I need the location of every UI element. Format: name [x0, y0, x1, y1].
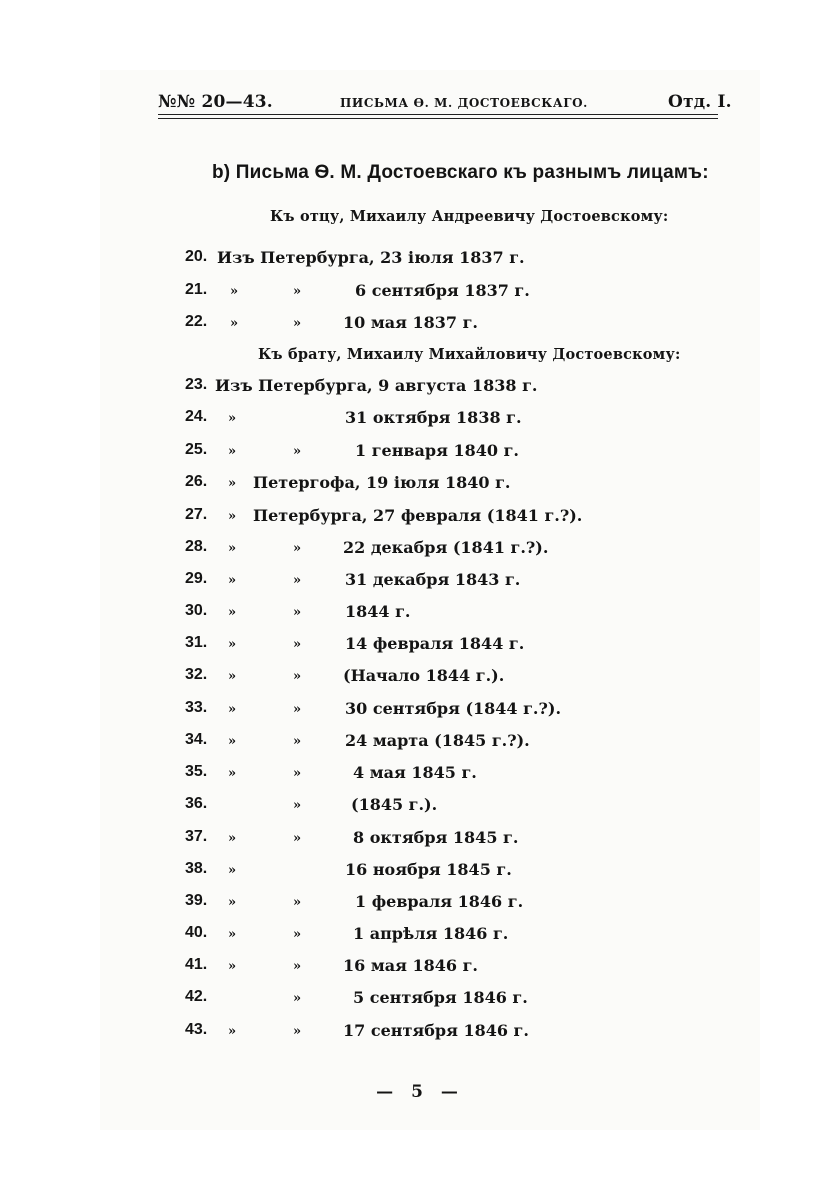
ditto-mark: »: [228, 669, 237, 684]
letter-number: 43.: [185, 1021, 208, 1038]
letter-entry: [0, 699, 840, 725]
letter-text: 16 мая 1846 г.: [343, 956, 478, 975]
ditto-mark: »: [228, 1024, 237, 1039]
page-number: — 5 —: [376, 1082, 464, 1102]
letter-entry: [0, 666, 840, 692]
ditto-mark: »: [228, 573, 237, 588]
letter-entry: [0, 376, 840, 402]
letter-entry: [0, 473, 840, 499]
letter-entry: [0, 860, 840, 886]
letter-text: 30 сентября (1844 г.?).: [345, 699, 562, 718]
letter-text: Изъ Петербурга, 9 августа 1838 г.: [215, 376, 538, 395]
ditto-mark: »: [228, 637, 237, 652]
letter-entry: [0, 892, 840, 918]
letter-entry: [0, 956, 840, 982]
ditto-mark: »: [293, 316, 302, 331]
header-rule-bottom: [158, 118, 718, 119]
header-range: №№ 20—43.: [158, 92, 273, 112]
letter-entry: [0, 924, 840, 950]
letter-text: Изъ Петербурга, 23 іюля 1837 г.: [217, 248, 525, 267]
letter-text: 31 декабря 1843 г.: [345, 570, 521, 589]
letter-text: 14 февраля 1844 г.: [345, 634, 525, 653]
letter-entry: [0, 281, 840, 307]
letter-number: 23.: [185, 376, 208, 393]
letter-text: 5 сентября 1846 г.: [353, 988, 528, 1007]
letter-entry: [0, 634, 840, 660]
letter-text: Петербурга, 27 февраля (1841 г.?).: [253, 506, 583, 525]
ditto-mark: »: [228, 766, 237, 781]
ditto-mark: »: [293, 444, 302, 459]
letter-number: 40.: [185, 924, 208, 941]
ditto-mark: »: [228, 831, 237, 846]
letter-text: 31 октября 1838 г.: [345, 408, 522, 427]
letter-number: 32.: [185, 666, 208, 683]
letter-text: (1845 г.).: [351, 795, 438, 814]
section-title: b) Письма Ѳ. М. Достоевскаго къ разнымъ лицамъ:: [212, 162, 709, 183]
letter-number: 31.: [185, 634, 208, 651]
letter-text: 1 генваря 1840 г.: [355, 441, 519, 460]
ditto-mark: »: [230, 284, 239, 299]
ditto-mark: »: [293, 798, 302, 813]
letter-number: 33.: [185, 699, 208, 716]
letter-text: 24 марта (1845 г.?).: [345, 731, 530, 750]
letter-entry: [0, 988, 840, 1014]
letter-text: 6 сентября 1837 г.: [355, 281, 530, 300]
subheading-brother: Къ брату, Михаилу Михайловичу Достоевскому:: [258, 346, 681, 363]
letter-text: 17 сентября 1846 г.: [343, 1021, 529, 1040]
ditto-mark: »: [293, 959, 302, 974]
letter-number: 34.: [185, 731, 208, 748]
letter-text: 1 февраля 1846 г.: [355, 892, 524, 911]
letter-entry: [0, 828, 840, 854]
ditto-mark: »: [293, 637, 302, 652]
letter-text: 4 мая 1845 г.: [353, 763, 477, 782]
ditto-mark: »: [228, 959, 237, 974]
letter-entry: [0, 602, 840, 628]
ditto-mark: »: [293, 669, 302, 684]
letter-text: Петергофа, 19 іюля 1840 г.: [253, 473, 511, 492]
header-rule-top: [158, 114, 718, 115]
letter-entry: [0, 248, 840, 274]
ditto-mark: »: [293, 605, 302, 620]
letter-entry: [0, 1021, 840, 1047]
letter-entry: [0, 408, 840, 434]
letter-number: 25.: [185, 441, 208, 458]
ditto-mark: »: [228, 411, 237, 426]
letter-number: 29.: [185, 570, 208, 587]
letter-number: 38.: [185, 860, 208, 877]
letter-text: 22 декабря (1841 г.?).: [343, 538, 549, 557]
letter-number: 37.: [185, 828, 208, 845]
letter-number: 39.: [185, 892, 208, 909]
letter-entry: [0, 731, 840, 757]
letter-number: 35.: [185, 763, 208, 780]
letter-entry: [0, 795, 840, 821]
letter-entry: [0, 441, 840, 467]
letter-text: 8 октября 1845 г.: [353, 828, 519, 847]
subheading-father: Къ отцу, Михаилу Андреевичу Достоевскому:: [270, 208, 669, 225]
letter-text: (Начало 1844 г.).: [343, 666, 505, 685]
ditto-mark: »: [293, 831, 302, 846]
letter-number: 30.: [185, 602, 208, 619]
ditto-mark: »: [293, 1024, 302, 1039]
letter-text: 16 ноября 1845 г.: [345, 860, 512, 879]
ditto-mark: »: [228, 863, 237, 878]
ditto-mark: »: [228, 444, 237, 459]
letter-entry: [0, 506, 840, 532]
ditto-mark: »: [228, 702, 237, 717]
ditto-mark: »: [228, 734, 237, 749]
ditto-mark: »: [230, 316, 239, 331]
ditto-mark: »: [293, 766, 302, 781]
letter-number: 41.: [185, 956, 208, 973]
ditto-mark: »: [228, 927, 237, 942]
ditto-mark: »: [293, 541, 302, 556]
letter-text: 1 апрѣля 1846 г.: [353, 924, 509, 943]
letter-number: 26.: [185, 473, 208, 490]
letter-number: 27.: [185, 506, 208, 523]
ditto-mark: »: [228, 541, 237, 556]
letter-entry: [0, 313, 840, 339]
ditto-mark: »: [293, 284, 302, 299]
letter-entry: [0, 538, 840, 564]
letter-text: 1844 г.: [345, 602, 411, 621]
letter-number: 28.: [185, 538, 208, 555]
ditto-mark: »: [293, 991, 302, 1006]
ditto-mark: »: [293, 702, 302, 717]
letter-number: 42.: [185, 988, 208, 1005]
letter-number: 21.: [185, 281, 208, 298]
ditto-mark: »: [293, 734, 302, 749]
letter-entry: [0, 763, 840, 789]
letter-number: 36.: [185, 795, 208, 812]
letter-number: 22.: [185, 313, 208, 330]
letter-text: 10 мая 1837 г.: [343, 313, 478, 332]
ditto-mark: »: [293, 573, 302, 588]
letter-number: 24.: [185, 408, 208, 425]
letter-entry: [0, 570, 840, 596]
ditto-mark: »: [228, 895, 237, 910]
header-section: Отд. I.: [668, 92, 732, 112]
ditto-mark: »: [293, 927, 302, 942]
ditto-mark: »: [228, 605, 237, 620]
ditto-mark: »: [293, 895, 302, 910]
letter-number: 20.: [185, 248, 208, 265]
ditto-mark: »: [228, 509, 237, 524]
ditto-mark: »: [228, 476, 237, 491]
running-title: ПИСЬМА Ѳ. М. ДОСТОЕВСКАГО.: [340, 96, 588, 110]
